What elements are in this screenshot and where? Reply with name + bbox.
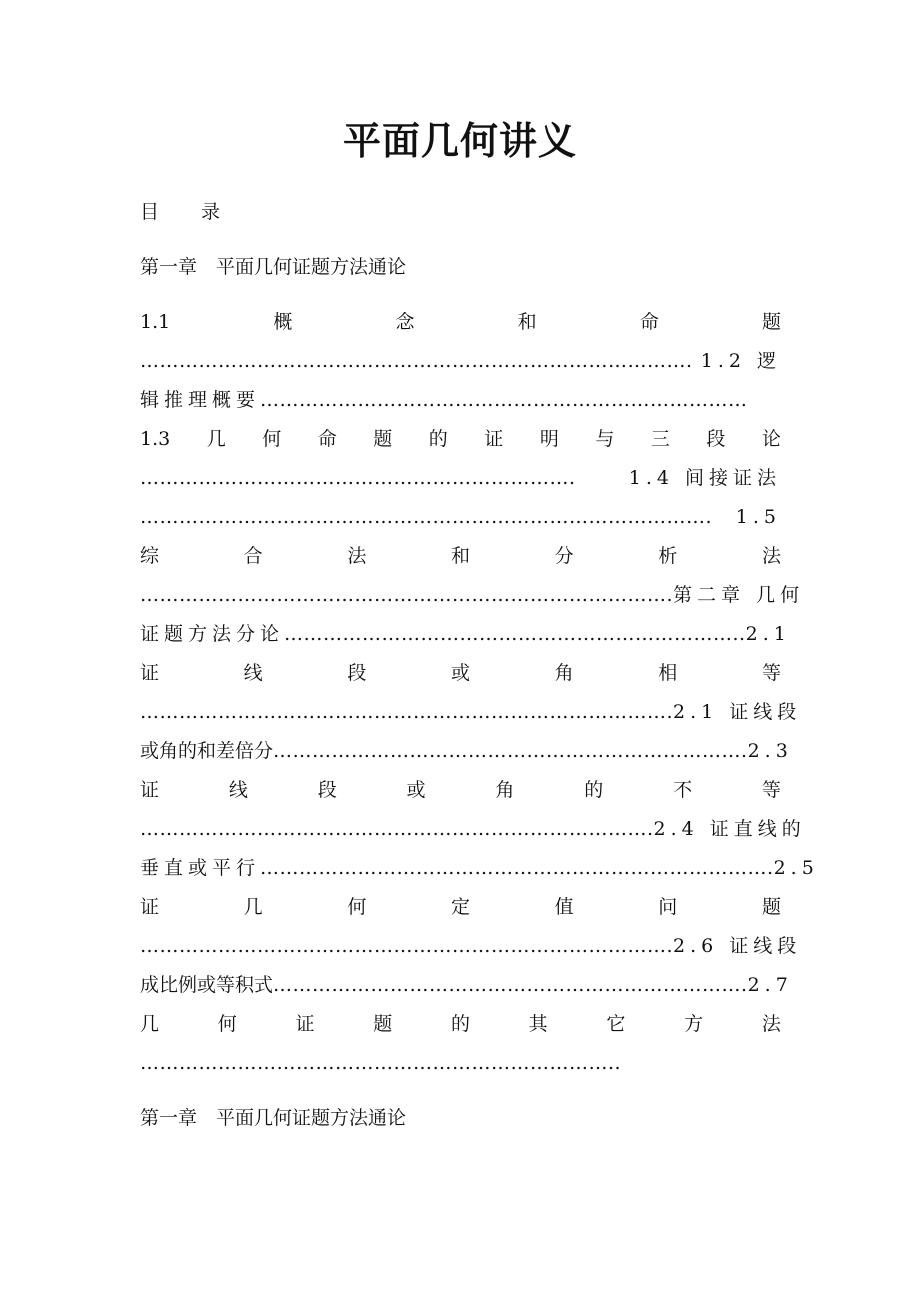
toc-lead: 辑推理概要 bbox=[140, 389, 261, 411]
toc-token: 相 bbox=[658, 662, 678, 684]
toc-line bbox=[140, 622, 791, 646]
toc-token: 证 bbox=[140, 896, 160, 918]
toc-dots: ………………………………………………………………………. bbox=[140, 701, 674, 723]
toc-token: 命 bbox=[317, 428, 337, 450]
toc-dots: ………………………………………………………………… bbox=[260, 389, 748, 411]
toc-token: 法 bbox=[347, 545, 367, 567]
toc-token: 段 bbox=[317, 779, 337, 801]
toc-heading-char: 目 bbox=[140, 201, 160, 223]
toc-line bbox=[140, 544, 781, 568]
toc-token: 的 bbox=[428, 428, 448, 450]
toc-line bbox=[140, 1012, 781, 1036]
toc-token: 的 bbox=[450, 1013, 470, 1035]
toc-token: 1.1 bbox=[140, 311, 171, 333]
toc-tail: 2.4 证直线的 bbox=[653, 818, 806, 840]
toc-line bbox=[140, 388, 781, 412]
toc-line bbox=[140, 973, 793, 997]
document-title: 平面几何讲义 bbox=[342, 118, 577, 163]
toc-lead: 证题方法分论 bbox=[140, 623, 285, 645]
toc-token: 证 bbox=[140, 779, 160, 801]
toc-dots: ……………………………………………………………….. bbox=[140, 1052, 622, 1074]
toc-heading-char: 录 bbox=[200, 201, 220, 223]
toc-token: 念 bbox=[395, 311, 415, 333]
toc-token: 不 bbox=[673, 779, 693, 801]
toc-token: 证 bbox=[140, 662, 160, 684]
toc-token: 论 bbox=[761, 428, 781, 450]
toc-dots: ……………………………………………………………………………. bbox=[140, 506, 713, 528]
toc-token: 何 bbox=[262, 428, 282, 450]
chapter-heading: 第一章 平面几何证题方法通论 bbox=[140, 1107, 407, 1129]
toc-token: 线 bbox=[243, 662, 263, 684]
toc-token: 和 bbox=[450, 545, 470, 567]
toc-token: 题 bbox=[761, 896, 781, 918]
toc-token: 线 bbox=[228, 779, 248, 801]
toc-token: 等 bbox=[761, 779, 781, 801]
toc-token: 几 bbox=[140, 1013, 160, 1035]
toc-line bbox=[140, 934, 802, 958]
toc-token: 合 bbox=[243, 545, 263, 567]
toc-token: 法 bbox=[761, 1013, 781, 1035]
toc-token: 段 bbox=[347, 662, 367, 684]
toc-token: 明 bbox=[539, 428, 559, 450]
toc-token: 和 bbox=[517, 311, 537, 333]
toc-tail: 2.6 证线段 bbox=[673, 935, 802, 957]
toc-line bbox=[140, 895, 781, 919]
toc-token: 或 bbox=[450, 662, 470, 684]
toc-token: 段 bbox=[706, 428, 726, 450]
toc-dots: ………………………………………………………………………. bbox=[140, 584, 674, 606]
toc-token: 它 bbox=[606, 1013, 626, 1035]
toc-tail: 1.4 间接证法 bbox=[628, 467, 781, 489]
toc-token: 综 bbox=[140, 545, 160, 567]
toc-dots: …………………………………………………………………………. bbox=[140, 350, 693, 372]
toc-token: 或 bbox=[406, 779, 426, 801]
toc-dots: ………………………………………………………………. bbox=[273, 974, 748, 996]
toc-line bbox=[140, 700, 802, 724]
toc-dots: …………………………………………………………….. bbox=[284, 623, 746, 645]
toc-line bbox=[140, 349, 781, 373]
toc-tail: 1.5 bbox=[735, 506, 781, 528]
toc-token: 1.3 bbox=[140, 428, 171, 450]
toc-line bbox=[140, 466, 781, 490]
toc-token: 何 bbox=[347, 896, 367, 918]
toc-lead: 或角的和差倍分 bbox=[140, 740, 274, 762]
toc-line bbox=[140, 739, 793, 763]
toc-lead: 成比例或等积式 bbox=[140, 974, 274, 996]
toc-token: 题 bbox=[761, 311, 781, 333]
toc-token: 等 bbox=[761, 662, 781, 684]
toc-tail: 2.1 bbox=[745, 623, 791, 645]
toc-token: 题 bbox=[373, 428, 393, 450]
toc-token: 方 bbox=[684, 1013, 704, 1035]
toc-tail: 2.7 bbox=[747, 974, 793, 996]
toc-dots: ……………………………………………………………………. bbox=[260, 857, 774, 879]
toc-tail: 2.1 证线段 bbox=[673, 701, 802, 723]
toc-lead: 垂直或平行 bbox=[140, 857, 261, 879]
toc-token: 法 bbox=[761, 545, 781, 567]
toc-token: 证 bbox=[484, 428, 504, 450]
toc-line bbox=[140, 310, 781, 334]
toc-token: 析 bbox=[658, 545, 678, 567]
toc-token: 题 bbox=[373, 1013, 393, 1035]
toc-line bbox=[140, 505, 781, 529]
toc-token: 问 bbox=[658, 896, 678, 918]
toc-tail: 2.3 bbox=[747, 740, 793, 762]
toc-token: 证 bbox=[295, 1013, 315, 1035]
toc-line bbox=[140, 817, 806, 841]
toc-dots: …………………………………………………………. bbox=[140, 467, 576, 489]
toc-dots: ……………………………………………………………………. bbox=[140, 818, 654, 840]
toc-tail: 第二章 几何 bbox=[673, 584, 805, 606]
toc-line bbox=[140, 778, 781, 802]
toc-tail: 2.5 bbox=[773, 857, 819, 879]
toc-token: 其 bbox=[528, 1013, 548, 1035]
toc-line bbox=[140, 856, 819, 880]
toc-token: 角 bbox=[495, 779, 515, 801]
toc-token: 概 bbox=[273, 311, 293, 333]
toc-dots: ………………………………………………………………………. bbox=[140, 935, 674, 957]
toc-token: 值 bbox=[554, 896, 574, 918]
toc-token: 分 bbox=[554, 545, 574, 567]
toc-token: 定 bbox=[450, 896, 470, 918]
toc-heading bbox=[140, 200, 220, 224]
toc-token: 与 bbox=[595, 428, 615, 450]
chapter-heading: 第一章 平面几何证题方法通论 bbox=[140, 256, 407, 278]
toc-line bbox=[140, 1051, 781, 1075]
toc-token: 命 bbox=[639, 311, 659, 333]
toc-line bbox=[140, 661, 781, 685]
toc-tail: 1.2 逻 bbox=[700, 350, 781, 372]
toc-token: 角 bbox=[554, 662, 574, 684]
toc-token: 几 bbox=[243, 896, 263, 918]
toc-line bbox=[140, 583, 805, 607]
toc-token: 的 bbox=[584, 779, 604, 801]
toc-token: 何 bbox=[217, 1013, 237, 1035]
toc-dots: ………………………………………………………………. bbox=[273, 740, 748, 762]
toc-token: 几 bbox=[206, 428, 226, 450]
toc-line bbox=[140, 427, 781, 451]
toc-token: 三 bbox=[650, 428, 670, 450]
